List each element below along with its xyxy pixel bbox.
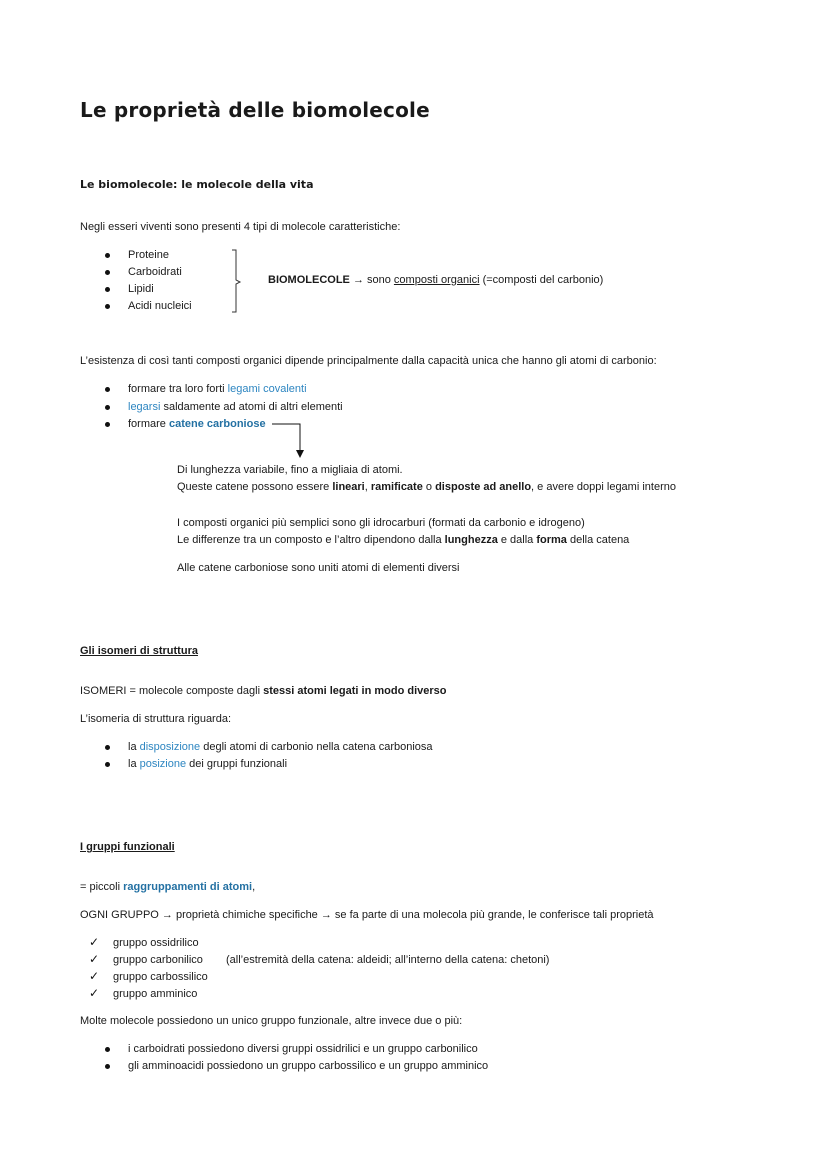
text: dei gruppi funzionali	[186, 758, 288, 770]
text: e dalla	[497, 534, 537, 546]
bullet-icon	[105, 304, 110, 309]
bullet-icon	[105, 422, 110, 427]
gruppi-definition	[80, 881, 255, 893]
highlight-text: legarsi	[128, 401, 161, 413]
chain-line-3: I composti organici più semplici sono gli idrocarburi (formati da carbonio e idrogeno)	[177, 517, 585, 529]
list-item: gruppo ossidrilico	[113, 937, 199, 949]
list-item: gruppo amminico	[113, 988, 198, 1000]
text: formare tra loro forti	[128, 383, 228, 395]
bold-text: stessi atomi legati in modo diverso	[263, 685, 447, 697]
list-item: gruppo carbossilico	[113, 971, 208, 983]
text: saldamente ad atomi di altri elementi	[160, 401, 343, 413]
bold-text: lunghezza	[444, 534, 498, 546]
carbonyl-note: (all’estremità della catena: aldeidi; all’interno della catena: chetoni)	[226, 954, 550, 966]
list-item	[128, 401, 343, 413]
list-item: Proteine	[128, 249, 169, 261]
text: o	[422, 481, 436, 493]
bullet-icon	[105, 1047, 110, 1052]
list-item: Acidi nucleici	[128, 300, 192, 312]
text: Queste catene possono essere	[177, 481, 333, 493]
check-icon: ✓	[89, 935, 100, 949]
text: sono	[363, 274, 394, 286]
highlight-text: legami covalenti	[227, 383, 307, 395]
highlight-text: disposizione	[139, 741, 201, 753]
ogni-gruppo-line: OGNI GRUPPO → proprietà chimiche specifiche → se fa parte di una molecola più grande, le conferisce tali proprietà	[80, 909, 654, 921]
text: ISOMERI = molecole composte dagli	[80, 685, 264, 697]
text: degli atomi di carbonio nella catena carboniosa	[200, 741, 433, 753]
list-item	[128, 418, 266, 430]
bullet-icon	[105, 762, 110, 767]
chain-line-4	[177, 534, 629, 546]
chain-line-2	[177, 481, 676, 493]
carbon-paragraph: L’esistenza di così tanti composti organici dipende principalmente dalla capacità unica che hanno gli atomi di carbonio:	[80, 355, 657, 367]
text: la	[128, 758, 140, 770]
section-heading-gruppi: I gruppi funzionali	[80, 841, 175, 853]
bullet-icon	[105, 387, 110, 392]
bullet-icon	[105, 287, 110, 292]
isomeria-intro: L’isomeria di struttura riguarda:	[80, 713, 232, 725]
chain-line-5: Alle catene carboniose sono uniti atomi di elementi diversi	[177, 562, 460, 574]
text: ,	[364, 481, 371, 493]
list-item: gruppo carbonilico	[113, 954, 203, 966]
text: = piccoli	[80, 881, 124, 893]
bold-text: forma	[536, 534, 567, 546]
text: (=composti del carbonio)	[479, 274, 604, 286]
text: formare	[128, 418, 169, 430]
section-heading-biomolecole: Le biomolecole: le molecole della vita	[80, 178, 314, 191]
text: della catena	[566, 534, 630, 546]
bold-text: disposte ad anello	[435, 481, 532, 493]
isomeri-definition	[80, 685, 447, 697]
biomolecole-definition	[268, 274, 603, 286]
bold-text: lineari	[332, 481, 365, 493]
bullet-icon	[105, 270, 110, 275]
chain-line-1: Di lunghezza variabile, fino a migliaia di atomi.	[177, 464, 403, 476]
check-icon: ✓	[89, 969, 100, 983]
intro-text: Negli esseri viventi sono presenti 4 tipi di molecole caratteristiche:	[80, 221, 401, 233]
list-item	[128, 758, 287, 770]
text: la	[128, 741, 140, 753]
bullet-icon	[105, 253, 110, 258]
arrow-icon: →	[352, 274, 364, 286]
highlight-text: raggruppamenti di atomi	[123, 881, 253, 893]
bold-text: ramificate	[370, 481, 423, 493]
list-item	[128, 383, 307, 395]
check-icon: ✓	[89, 986, 100, 1000]
list-item: Carboidrati	[128, 266, 182, 278]
page-title: Le proprietà delle biomolecole	[80, 98, 430, 122]
brace-icon	[228, 248, 248, 316]
list-item: Lipidi	[128, 283, 154, 295]
bullet-icon	[105, 1064, 110, 1069]
highlight-text: posizione	[139, 758, 187, 770]
list-item	[128, 741, 433, 753]
bullet-icon	[105, 745, 110, 750]
text: Le differenze tra un composto e l’altro dipendono dalla	[177, 534, 445, 546]
bullet-icon	[105, 405, 110, 410]
check-icon: ✓	[89, 952, 100, 966]
down-arrow-icon	[270, 418, 310, 462]
highlight-text: catene carboniose	[168, 418, 266, 430]
multi-group-text: Molte molecole possiedono un unico gruppo funzionale, altre invece due o più:	[80, 1015, 463, 1027]
section-heading-isomeri: Gli isomeri di struttura	[80, 645, 198, 657]
composti-organici-link: composti organici	[393, 274, 480, 286]
text: , e avere doppi legami interno	[531, 481, 676, 493]
list-item: i carboidrati possiedono diversi gruppi ossidrilici e un gruppo carbonilico	[128, 1043, 478, 1055]
text: ,	[252, 881, 256, 893]
biomolecole-label: BIOMOLECOLE	[268, 274, 350, 286]
list-item: gli amminoacidi possiedono un gruppo carbossilico e un gruppo amminico	[128, 1060, 489, 1072]
